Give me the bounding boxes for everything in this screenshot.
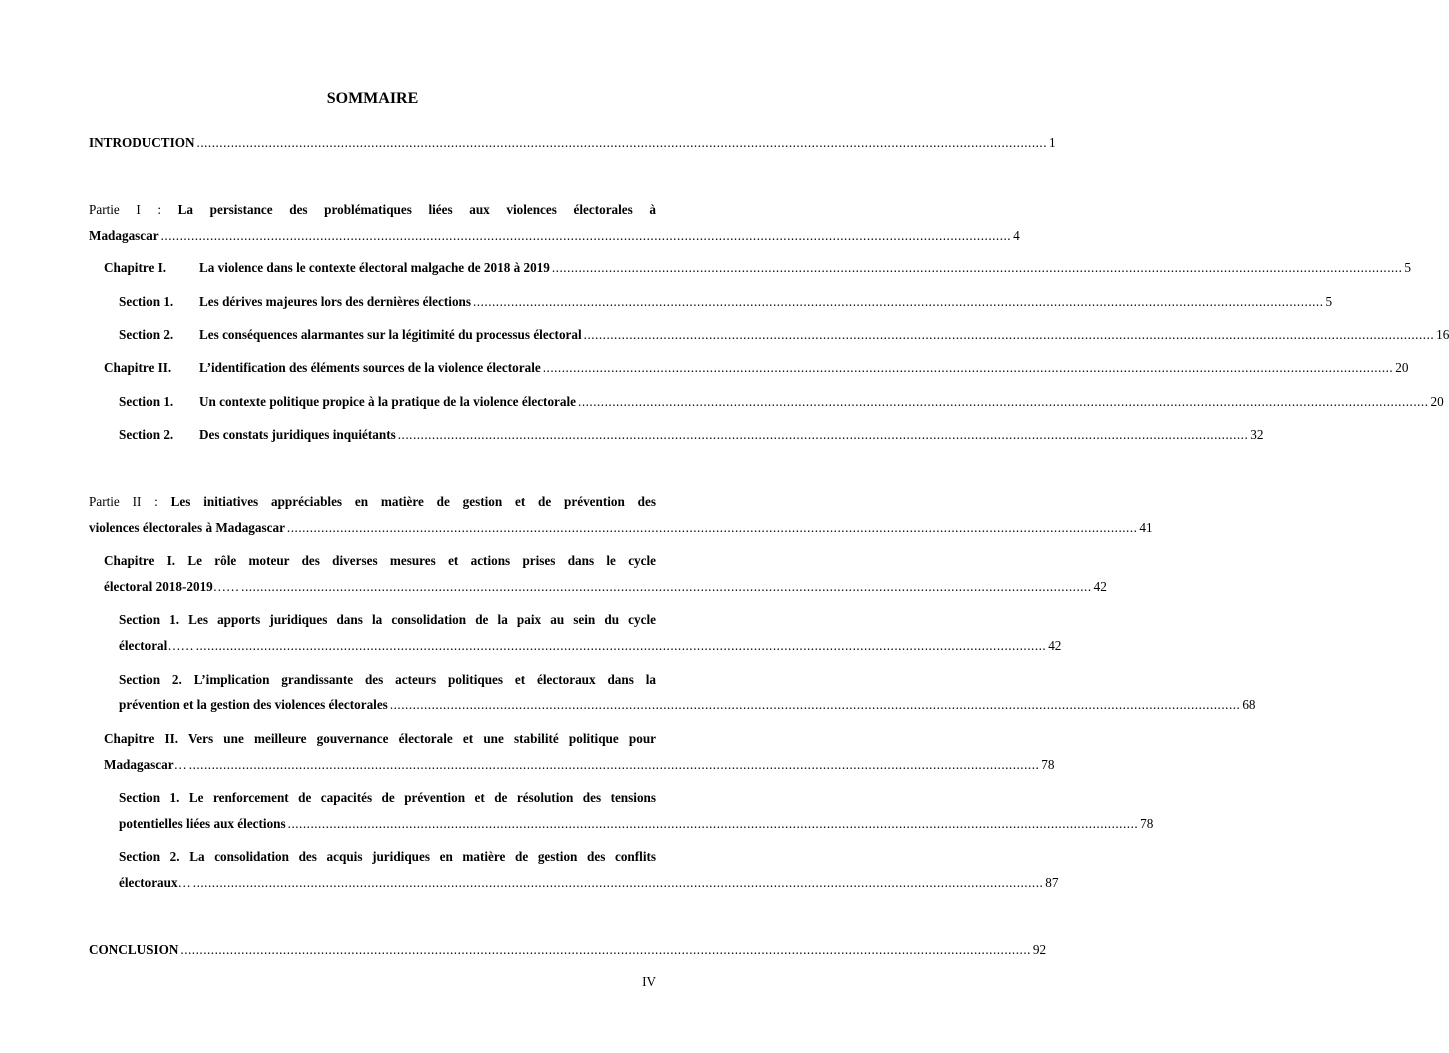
toc-entry-conclusion[interactable] (89, 938, 1047, 962)
page-number: 78 (1140, 816, 1154, 831)
entry-text: électoraux (119, 875, 178, 890)
dot-leader (390, 693, 1241, 717)
entry-text: électoral (119, 638, 168, 653)
toc-entry-p2-c2-section1-line1[interactable] (119, 786, 656, 810)
entry-text: La violence dans le contexte électoral malgache de 2018 à 2019 (199, 260, 550, 275)
entry-text: CONCLUSION (89, 942, 179, 957)
page-number: 41 (1139, 520, 1153, 535)
dot-leader (584, 323, 1435, 347)
page-number: 42 (1093, 579, 1107, 594)
entry-text: L’implication grandissante des acteurs politiques et électoraux dans la (193, 672, 657, 687)
toc-entry-p2-chapitre1-line2[interactable] (104, 575, 1107, 599)
ellipsis: …… (212, 579, 240, 594)
toc-entry-p1-c2-section1[interactable] (119, 390, 1444, 414)
page-number: 5 (1404, 260, 1411, 275)
toc-entry-p2-c1-section1-line1[interactable] (119, 608, 656, 632)
dot-leader (180, 938, 1031, 962)
toc-entry-partie2-line1[interactable] (89, 490, 656, 514)
dot-leader (189, 753, 1040, 777)
page-number: 78 (1041, 757, 1055, 772)
entry-text: électoral 2018-2019 (104, 579, 213, 594)
page-number: 4 (1013, 228, 1020, 243)
page-number: 1 (1049, 135, 1056, 150)
toc-entry-p2-c2-section2-line1[interactable] (119, 845, 656, 869)
ellipsis: … (177, 875, 191, 890)
dot-leader (288, 812, 1139, 836)
page-number: 5 (1325, 294, 1333, 309)
dot-leader (193, 871, 1044, 895)
toc-entry-p2-chapitre1-line1[interactable] (104, 549, 656, 573)
chapter-label: Chapitre II. (104, 360, 172, 375)
section-label: Section 1. (119, 394, 174, 409)
toc-entry-p1-c1-section1[interactable] (119, 290, 1333, 314)
entry-text: La consolidation des acquis juridiques en matière de gestion des conflits (189, 849, 657, 864)
section-label: Section 2. (119, 327, 174, 342)
chapter-label: Chapitre I. (104, 260, 167, 275)
dot-leader (543, 356, 1394, 380)
page-number: 42 (1048, 638, 1062, 653)
dot-leader (578, 390, 1429, 414)
section-label: Section 2. (119, 849, 180, 864)
toc-entry-p2-c2-section2-line2[interactable] (119, 871, 1059, 895)
ellipsis: …… (167, 638, 194, 653)
ellipsis: … (173, 757, 187, 772)
entry-text: Madagascar (104, 757, 174, 772)
page-number: 20 (1430, 394, 1444, 409)
dot-leader (161, 224, 1012, 248)
entry-text: violences électorales à Madagascar (89, 520, 285, 535)
dot-leader (552, 256, 1403, 280)
part-label: Partie I : (89, 202, 162, 217)
entry-text: Les apports juridiques dans la consolidation de la paix au sein du cycle (188, 612, 656, 627)
entry-text: Vers une meilleure gouvernance électorale et une stabilité politique pour (187, 731, 657, 746)
toc-entry-partie1-line1[interactable] (89, 198, 656, 222)
dot-leader (398, 423, 1249, 447)
section-label: Section 1. (119, 294, 174, 309)
entry-text: Les initiatives appréciables en matière de gestion et de prévention des (170, 494, 656, 509)
entry-text: Des constats juridiques inquiétants (199, 427, 396, 442)
toc-entry-p1-chapitre2[interactable] (104, 356, 1409, 380)
entry-text: INTRODUCTION (89, 135, 195, 150)
dot-leader (241, 575, 1092, 599)
dot-leader (287, 516, 1138, 540)
toc-entry-p2-c2-section1-line2[interactable] (119, 812, 1154, 836)
toc-entry-p2-c1-section2-line1[interactable] (119, 668, 656, 692)
section-label: Section 2. (119, 427, 174, 442)
dot-leader (473, 290, 1324, 314)
entry-text: Un contexte politique propice à la pratique de la violence électorale (199, 394, 577, 409)
toc-entry-p1-chapitre1[interactable] (104, 256, 1411, 280)
page-number: 68 (1242, 697, 1256, 712)
entry-text: potentielles liées aux élections (119, 816, 286, 831)
page-number: 20 (1395, 360, 1409, 375)
toc-entry-p1-c2-section2[interactable] (119, 423, 1264, 447)
toc-entry-p1-c1-section2[interactable] (119, 323, 1449, 347)
toc-entry-partie2-line2[interactable] (89, 516, 1153, 540)
entry-text: prévention et la gestion des violences électorales (119, 697, 388, 712)
toc-entry-p2-c1-section2-line2[interactable] (119, 693, 1256, 717)
dot-leader (197, 131, 1048, 155)
toc-entry-p2-chapitre2-line2[interactable] (104, 753, 1055, 777)
toc-entry-partie1-line2[interactable] (89, 224, 1020, 248)
page-number: 16 (1436, 327, 1449, 342)
part-label: Partie II : (89, 494, 158, 509)
toc-entry-p2-chapitre2-line1[interactable] (104, 727, 656, 751)
entry-text: Les dérives majeures lors des dernières élections (199, 294, 471, 309)
entry-text: La persistance des problématiques liées aux violences électorales à (177, 202, 656, 217)
chapter-label: Chapitre II. (104, 731, 179, 746)
toc-entry-p2-c1-section1-line2[interactable] (119, 634, 1062, 658)
entry-text: Madagascar (89, 228, 159, 243)
entry-text: L’identification des éléments sources de la violence électorale (199, 360, 541, 375)
page-number: 92 (1032, 942, 1047, 957)
chapter-label: Chapitre I. (104, 553, 176, 568)
entry-text: Le rôle moteur des diverses mesures et actions prises dans le cycle (187, 553, 657, 568)
entry-text: Les conséquences alarmantes sur la légitimité du processus électoral (199, 327, 582, 342)
section-label: Section 1. (119, 790, 180, 805)
toc-entry-introduction[interactable] (89, 131, 1056, 155)
folio-page-number: IV (642, 974, 656, 989)
page-title: SOMMAIRE (326, 90, 419, 107)
section-label: Section 1. (119, 612, 180, 627)
page-number: 87 (1045, 875, 1059, 890)
page-number: 32 (1250, 427, 1264, 442)
dot-leader (196, 634, 1047, 658)
entry-text: Le renforcement de capacités de prévention et de résolution des tensions (188, 790, 657, 805)
section-label: Section 2. (119, 672, 182, 687)
